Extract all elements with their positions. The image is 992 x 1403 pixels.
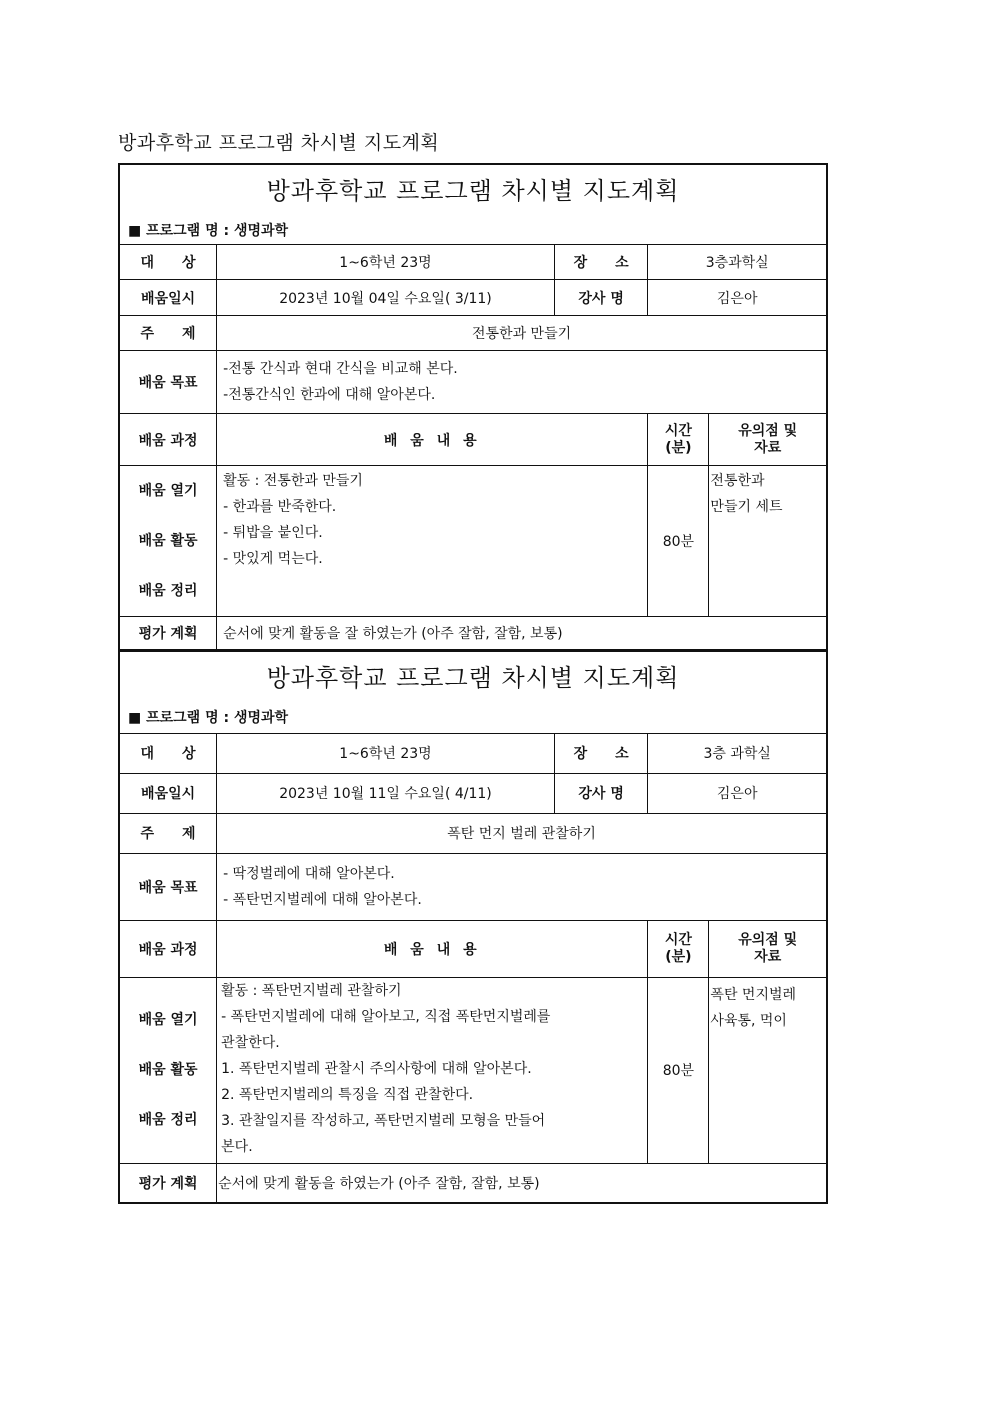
place-label: 장 소 bbox=[554, 245, 648, 280]
material-line: 사육통, 먹이 bbox=[710, 1012, 787, 1029]
lesson-plan-table-1 bbox=[118, 163, 828, 652]
evaluation-value: 순서에 맞게 활동을 잘 하였는가 (아주 잘함, 잘함, 보통) bbox=[217, 617, 827, 651]
phase-activity: 배움 활동 bbox=[138, 533, 198, 549]
target-value: 1~6학년 23명 bbox=[217, 245, 555, 280]
process-label: 배움 과정 bbox=[119, 920, 217, 977]
goal-list bbox=[217, 853, 827, 920]
evaluation-label: 평가 계획 bbox=[119, 1163, 217, 1203]
document-title: 방과후학교 프로그램 차시별 지도계획 bbox=[118, 132, 440, 154]
activity-content bbox=[217, 977, 648, 1163]
activity-line: 3. 관찰일지를 작성하고, 폭탄먼지벌레 모형을 만들어 bbox=[221, 1112, 546, 1129]
date-value: 2023년 10월 04일 수요일( 3/11) bbox=[217, 280, 555, 316]
topic-label: 주 제 bbox=[119, 316, 217, 351]
goal-label: 배움 목표 bbox=[119, 853, 217, 920]
teacher-value: 김은아 bbox=[648, 280, 827, 316]
plan-header bbox=[119, 164, 827, 245]
time-label: 시간 (분) bbox=[648, 414, 709, 466]
activity-line: 관찰한다. bbox=[221, 1034, 280, 1051]
time-value: 80분 bbox=[648, 977, 709, 1163]
teacher-label: 강사 명 bbox=[554, 773, 648, 813]
content-label: 배 움 내 용 bbox=[217, 414, 648, 466]
process-phases bbox=[119, 466, 217, 617]
teacher-label: 강사 명 bbox=[554, 280, 648, 316]
activity-line: 활동 : 폭탄먼지벌레 관찰하기 bbox=[221, 982, 402, 999]
topic-label: 주 제 bbox=[119, 813, 217, 853]
activity-line: 2. 폭탄먼지벌레의 특징을 직접 관찰한다. bbox=[221, 1086, 474, 1103]
materials bbox=[709, 466, 827, 617]
lesson-plan-table-2 bbox=[118, 649, 828, 1204]
activity-line: 본다. bbox=[221, 1138, 253, 1155]
material-line: 폭탄 먼지벌레 bbox=[710, 986, 797, 1003]
date-value: 2023년 10월 11일 수요일( 4/11) bbox=[217, 773, 555, 813]
goal-item: - 딱정벌레에 대해 알아본다. bbox=[223, 865, 395, 882]
program-name-label: ■ 프로그램 명 : bbox=[128, 710, 234, 727]
notes-label: 유의점 및 자료 bbox=[709, 920, 827, 977]
time-label: 시간 (분) bbox=[648, 920, 709, 977]
plan-title: 방과후학교 프로그램 차시별 지도계획 bbox=[266, 664, 680, 693]
plan-title: 방과후학교 프로그램 차시별 지도계획 bbox=[266, 177, 680, 205]
program-name-line bbox=[128, 707, 820, 727]
program-name-line bbox=[128, 220, 820, 240]
activity-line: 활동 : 전통한과 만들기 bbox=[223, 473, 363, 489]
phase-close: 배움 정리 bbox=[138, 583, 198, 599]
activity-content bbox=[217, 466, 648, 617]
program-name-label: ■ 프로그램 명 : bbox=[128, 223, 234, 239]
goal-item: -전통간식인 한과에 대해 알아본다. bbox=[223, 387, 436, 403]
date-label: 배움일시 bbox=[119, 773, 217, 813]
activity-line: 1. 폭탄먼지벌레 관찰시 주의사항에 대해 알아본다. bbox=[221, 1060, 532, 1077]
process-label: 배움 과정 bbox=[119, 414, 217, 466]
notes-label: 유의점 및 자료 bbox=[709, 414, 827, 466]
evaluation-label: 평가 계획 bbox=[119, 617, 217, 651]
plan-header bbox=[119, 650, 827, 733]
topic-value: 전통한과 만들기 bbox=[217, 316, 827, 351]
material-line: 전통한과 bbox=[710, 473, 765, 489]
activity-line: - 폭탄먼지벌레에 대해 알아보고, 직접 폭탄먼지벌레를 bbox=[221, 1008, 551, 1025]
material-line: 만들기 세트 bbox=[710, 499, 783, 515]
program-name-value: 생명과학 bbox=[233, 710, 289, 727]
goal-label: 배움 목표 bbox=[119, 351, 217, 414]
date-label: 배움일시 bbox=[119, 280, 217, 316]
activity-line: - 튀밥을 붙인다. bbox=[223, 525, 323, 541]
program-name-value: 생명과학 bbox=[233, 223, 289, 239]
phase-close: 배움 정리 bbox=[138, 1112, 198, 1128]
goal-item: -전통 간식과 현대 간식을 비교해 본다. bbox=[223, 361, 458, 377]
target-label: 대 상 bbox=[119, 733, 217, 773]
target-value: 1~6학년 23명 bbox=[217, 733, 555, 773]
time-value: 80분 bbox=[648, 466, 709, 617]
phase-open: 배움 열기 bbox=[138, 483, 198, 499]
target-label: 대 상 bbox=[119, 245, 217, 280]
phase-open: 배움 열기 bbox=[138, 1012, 198, 1028]
materials bbox=[709, 977, 827, 1163]
place-label: 장 소 bbox=[554, 733, 648, 773]
activity-line: - 한과를 반죽한다. bbox=[223, 499, 337, 515]
teacher-value: 김은아 bbox=[648, 773, 827, 813]
goal-item: - 폭탄먼지벌레에 대해 알아본다. bbox=[223, 891, 422, 908]
content-label: 배 움 내 용 bbox=[217, 920, 648, 977]
place-value: 3층과학실 bbox=[648, 245, 827, 280]
activity-line: - 맛있게 먹는다. bbox=[223, 551, 323, 567]
place-value: 3층 과학실 bbox=[648, 733, 827, 773]
process-phases bbox=[119, 977, 217, 1163]
goal-list bbox=[217, 351, 827, 414]
phase-activity: 배움 활동 bbox=[138, 1062, 198, 1078]
evaluation-value: 순서에 맞게 활동을 하였는가 (아주 잘함, 잘함, 보통) bbox=[217, 1163, 827, 1203]
topic-value: 폭탄 먼지 벌레 관찰하기 bbox=[217, 813, 827, 853]
